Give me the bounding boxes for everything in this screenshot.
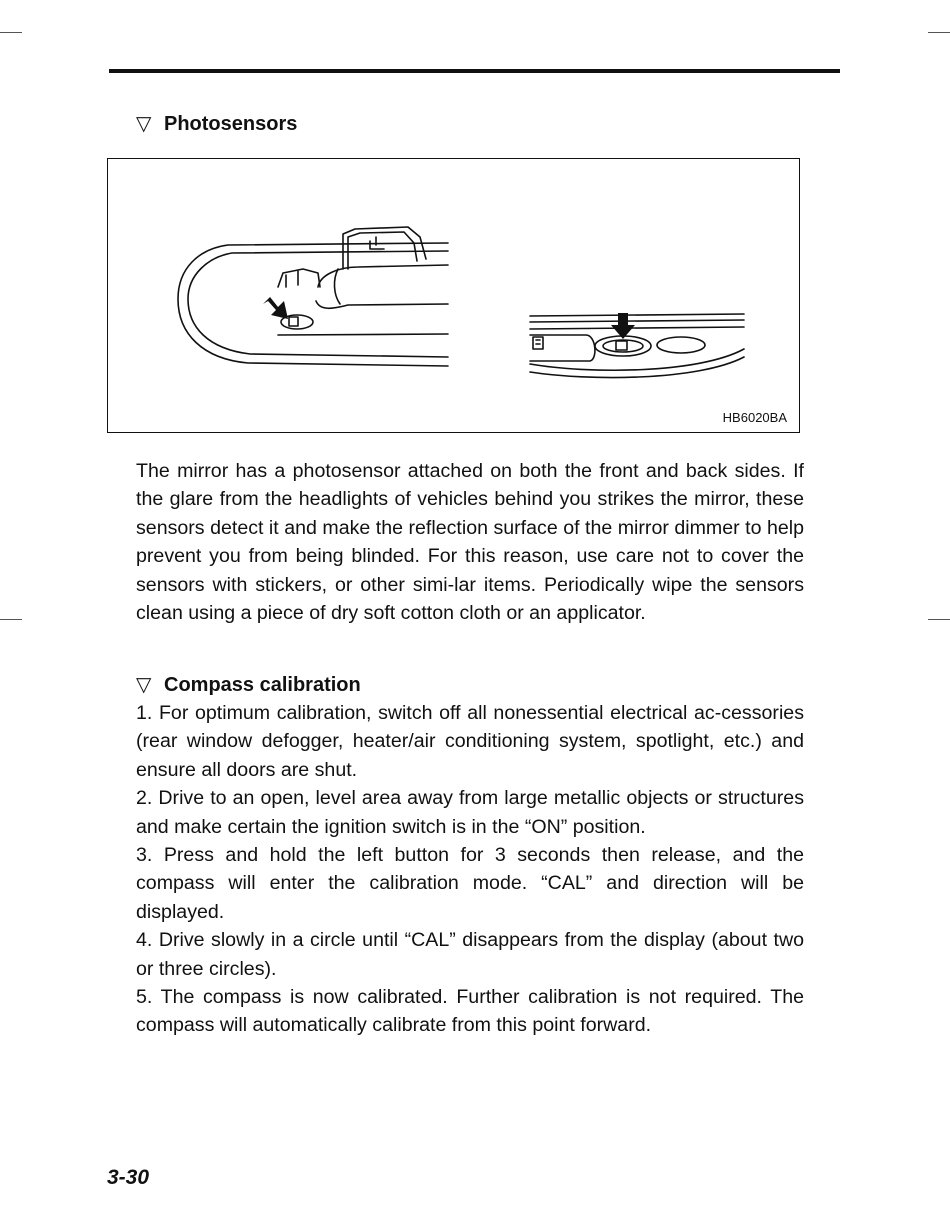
arrow-front-sensor — [263, 297, 288, 319]
step-2: 2. Drive to an open, level area away from large metallic objects or structures and make certain the ignition switch is in the “ON” position. — [136, 787, 804, 838]
figure-code: HB6020BA — [722, 410, 787, 425]
compass-heading — [136, 673, 361, 697]
crop-mark-mid-left — [0, 619, 22, 620]
step-1: 1. For optimum calibration, switch off all nonessential electrical ac-cessories (rear window defogger, heater/air conditioning system, spotlight, etc.) and ensure all doors are shut. — [136, 702, 804, 781]
photosensors-body: The mirror has a photosensor attached on both the front and back sides. If the glare from the headlights of vehicles behind you strikes the mirror, these sensors detect it and make the reflection surface of the mirror dimmer to help prevent you from being blinded. For this reason, use care not to cover the sensors with stickers, or other simi-lar items. Periodically wipe the sensors clean using a piece of dry soft cotton cloth or an applicator. — [136, 460, 804, 625]
step-3: 3. Press and hold the left button for 3 seconds then release, and the compass will enter the calibration mode. “CAL” and direction will be displayed. — [136, 844, 804, 923]
step-5: 5. The compass is now calibrated. Further calibration is not required. The compass will automatically calibrate from this point forward. — [136, 986, 804, 1037]
crop-mark-mid-right — [928, 619, 950, 620]
triangle-marker: ▽ — [136, 674, 152, 696]
photosensors-heading — [136, 112, 297, 136]
mirror-back-view — [530, 314, 744, 378]
compass-title: Compass calibration — [164, 674, 361, 696]
header-rule — [109, 69, 840, 73]
mirror-front-view — [178, 227, 448, 366]
step-4: 4. Drive slowly in a circle until “CAL” disappears from the display (about two or three circles). — [136, 929, 804, 980]
calibration-steps — [136, 699, 804, 1040]
arrow-back-sensor — [611, 313, 635, 339]
crop-mark-top-left — [0, 32, 22, 33]
crop-mark-top-right — [928, 32, 950, 33]
page-number: 3-30 — [107, 1166, 150, 1189]
triangle-marker: ▽ — [136, 113, 152, 135]
photosensors-title: Photosensors — [164, 113, 298, 135]
mirror-figure — [107, 158, 800, 433]
mirror-illustration — [108, 159, 801, 434]
